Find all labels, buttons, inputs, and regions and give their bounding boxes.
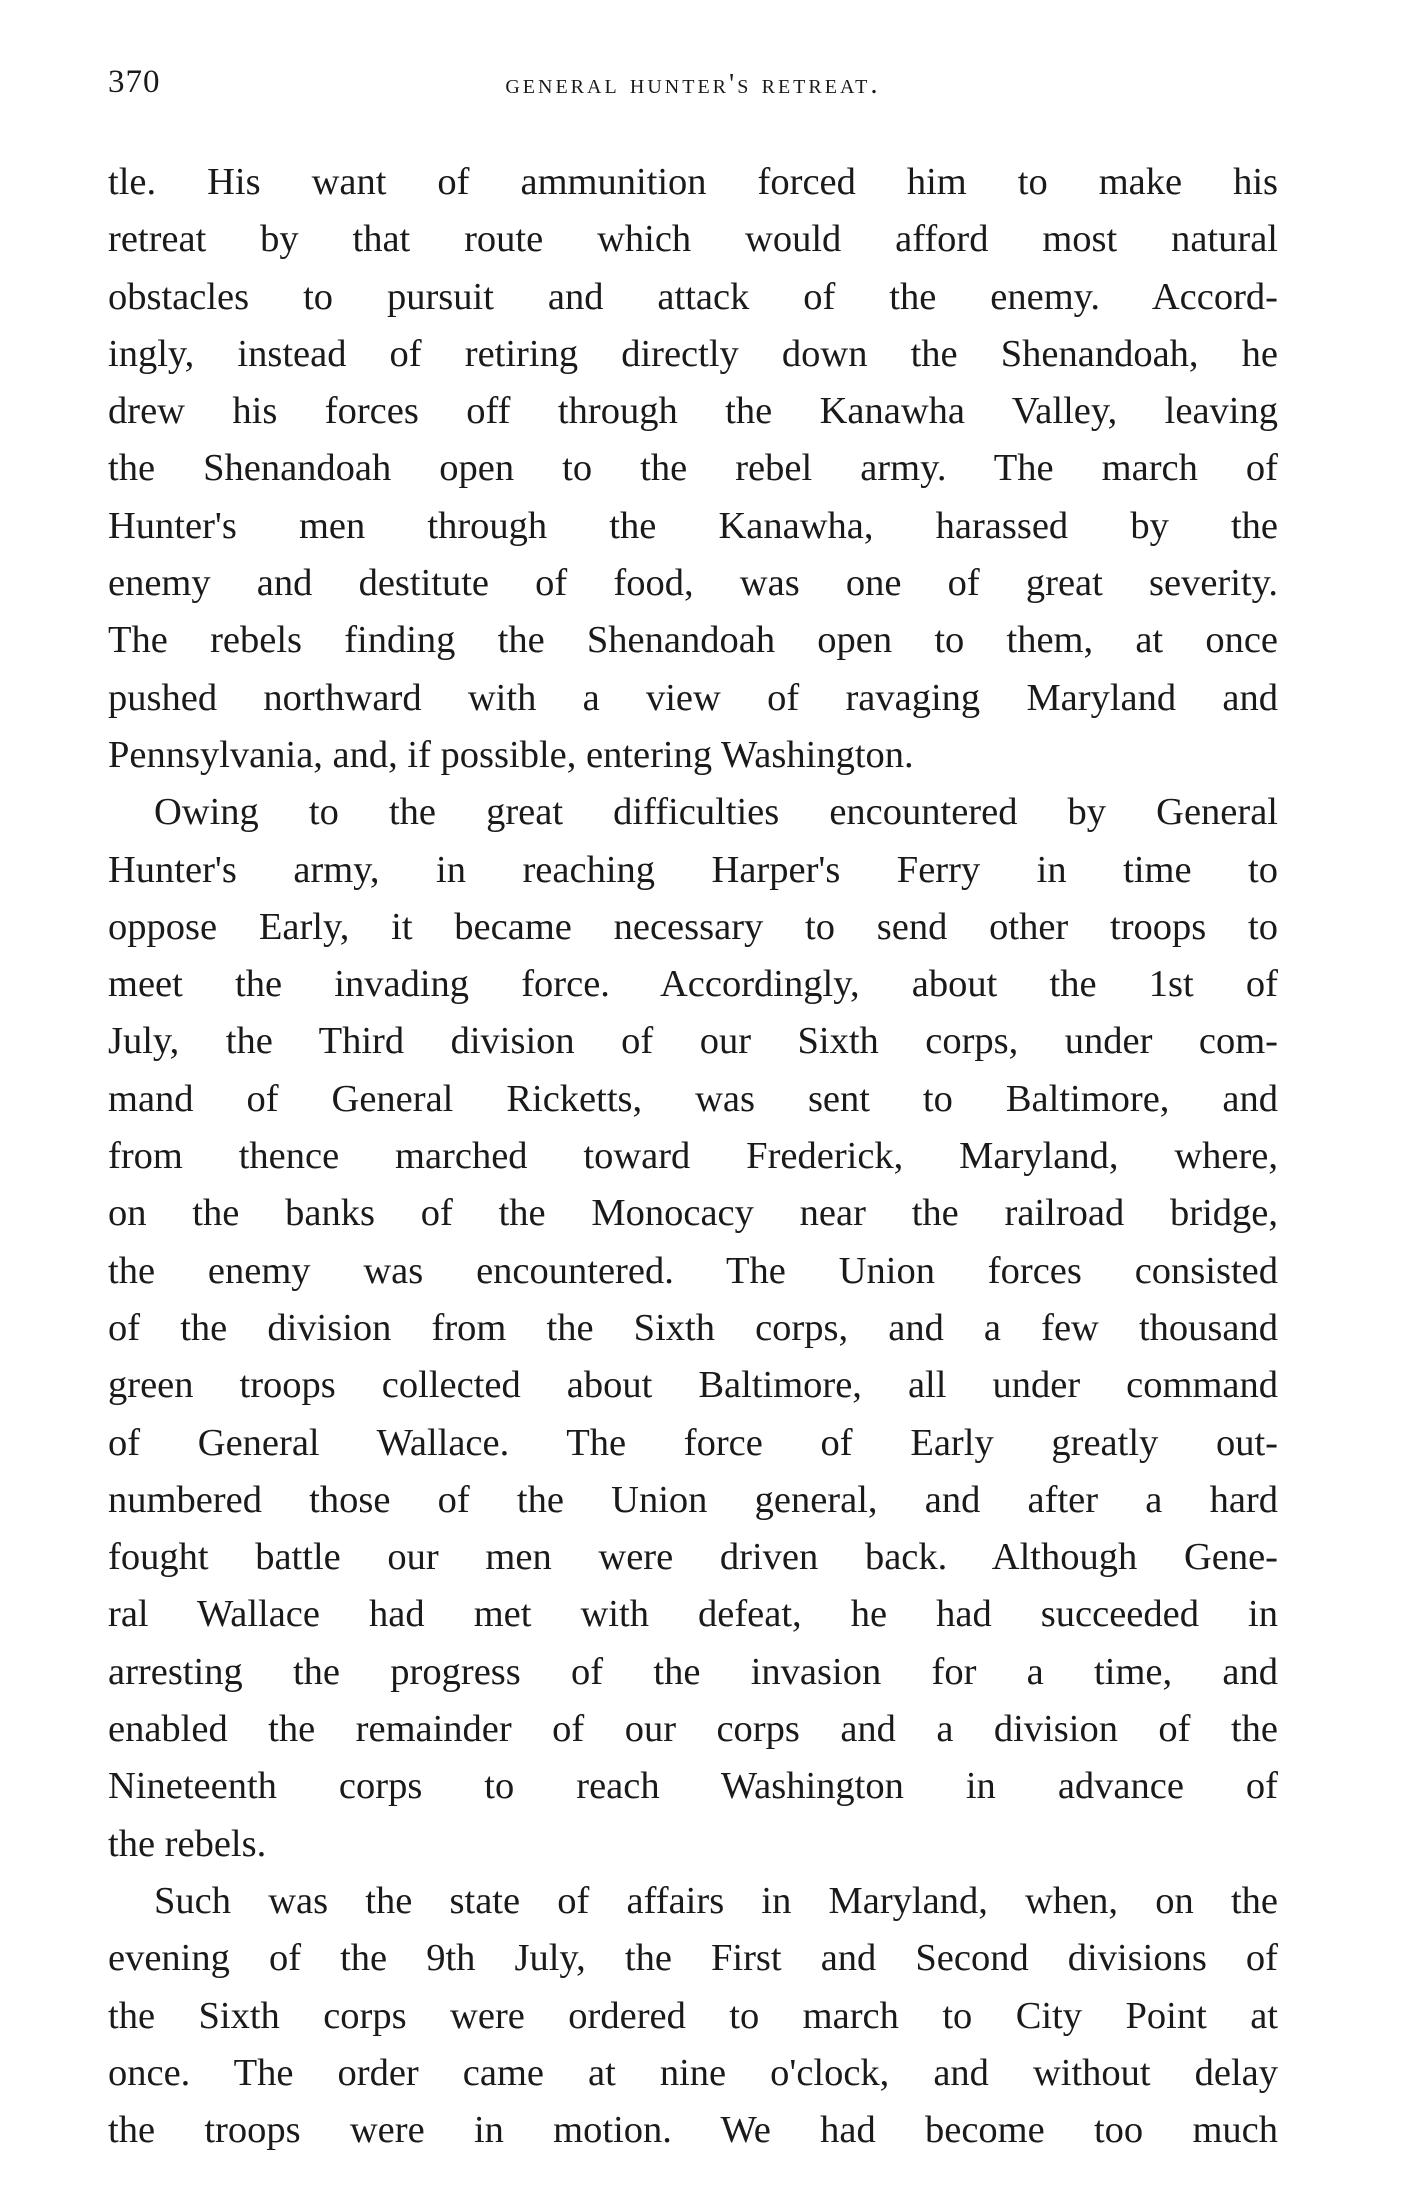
text-line: Such was the state of affairs in Maryland, when, on the — [154, 1879, 1278, 1922]
text-line: numbered those of the Union general, and after a hard — [108, 1478, 1278, 1521]
text-line: the Shenandoah open to the rebel army. The march of — [108, 447, 1278, 490]
text-line: the enemy was encountered. The Union forces consisted — [108, 1249, 1278, 1292]
text-line: tle. His want of ammunition forced him to make his — [108, 161, 1278, 203]
text-line: green troops collected about Baltimore, all under command — [108, 1364, 1278, 1407]
text-line: Hunter's men through the Kanawha, harassed by the — [108, 504, 1278, 547]
text-line: oppose Early, it became necessary to send other troops to — [108, 905, 1278, 948]
text-line: pushed northward with a view of ravaging Maryland and — [108, 676, 1278, 719]
text-line: enemy and destitute of food, was one of great severity. — [108, 562, 1278, 605]
text-line: of General Wallace. The force of Early greatly out- — [108, 1421, 1278, 1464]
text-line: once. The order came at nine o'clock, and without delay — [108, 2051, 1278, 2094]
text-line: ingly, instead of retiring directly down the Shenandoah, he — [108, 332, 1278, 375]
text-line: on the banks of the Monocacy near the railroad bridge, — [108, 1192, 1278, 1235]
text-line: meet the invading force. Accordingly, about the 1st of — [108, 963, 1278, 1006]
text-line: The rebels finding the Shenandoah open to them, at once — [108, 619, 1278, 662]
running-title: general hunter's retreat. — [505, 68, 881, 100]
page-header — [108, 58, 1278, 118]
body-text — [108, 154, 1278, 2159]
paragraph — [108, 154, 1278, 784]
text-line: mand of General Ricketts, was sent to Baltimore, and — [108, 1077, 1278, 1120]
text-line: enabled the remainder of our corps and a division of the — [108, 1708, 1278, 1751]
text-line: July, the Third division of our Sixth corps, under com- — [108, 1020, 1278, 1063]
text-line: Pennsylvania, and, if possible, entering Washington. — [108, 733, 914, 776]
text-line: retreat by that route which would afford most natural — [108, 218, 1278, 261]
text-line: evening of the 9th July, the First and Second divisions of — [108, 1937, 1278, 1980]
text-line: Owing to the great difficulties encountered by General — [154, 791, 1278, 834]
text-line: the rebels. — [108, 1822, 267, 1865]
text-line: fought battle our men were driven back. Although Gene- — [108, 1536, 1278, 1579]
text-line: Hunter's army, in reaching Harper's Ferry in time to — [108, 848, 1278, 891]
text-line: the Sixth corps were ordered to march to City Point at — [108, 1994, 1278, 2037]
text-line: of the division from the Sixth corps, and a few thousand — [108, 1306, 1278, 1349]
text-line: drew his forces off through the Kanawha Valley, leaving — [108, 390, 1278, 433]
paragraph — [108, 1873, 1278, 2159]
text-line: obstacles to pursuit and attack of the enemy. Accord- — [108, 275, 1278, 318]
text-line: the troops were in motion. We had become too much — [108, 2109, 1278, 2152]
text-line: Nineteenth corps to reach Washington in advance of — [108, 1765, 1278, 1808]
paragraph — [108, 784, 1278, 1873]
text-line: ral Wallace had met with defeat, he had succeeded in — [108, 1593, 1278, 1636]
text-line: from thence marched toward Frederick, Maryland, where, — [108, 1135, 1278, 1178]
page-number: 370 — [108, 64, 161, 100]
text-line: arresting the progress of the invasion for a time, and — [108, 1650, 1278, 1693]
book-page — [108, 58, 1278, 2159]
